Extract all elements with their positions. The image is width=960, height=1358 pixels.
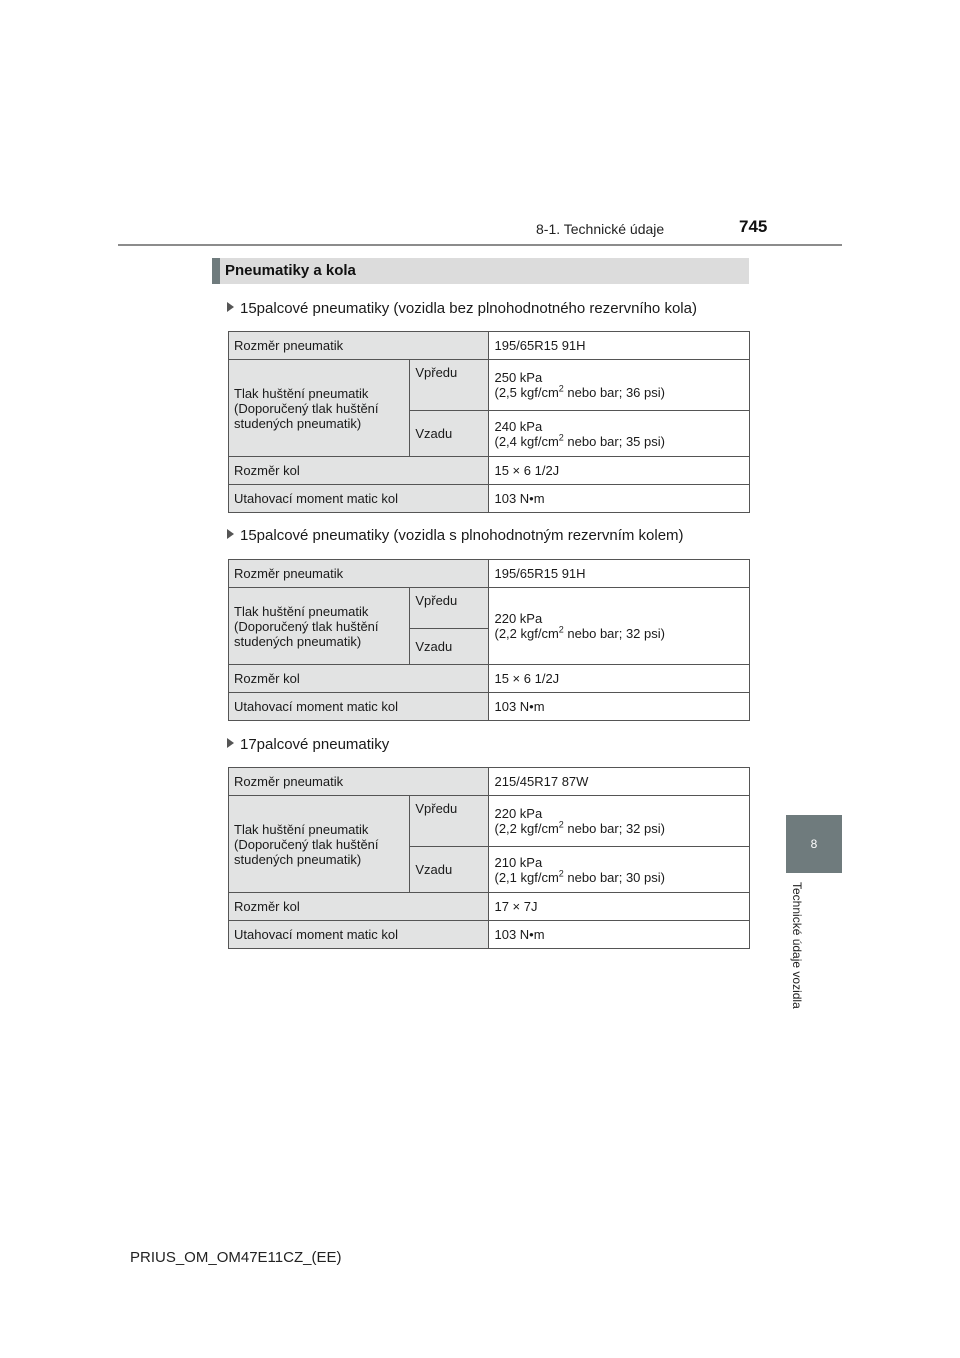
rear-label: Vzadu (410, 411, 489, 457)
wheel-size-value: 17 × 7J (489, 893, 750, 921)
wheel-size-label: Rozměr kol (229, 665, 489, 693)
table-row (229, 457, 750, 485)
rear-pressure-detail: (2,4 kgf/$cm^2$ nebo bar; 35 psi) (494, 432, 665, 449)
triangle-bullet-icon (227, 738, 234, 748)
wheel-size-value: 15 × 6 1/2J (489, 665, 750, 693)
rear-pressure-detail: (2,1 kgf/$cm^2$ nebo bar; 30 psi) (494, 868, 665, 885)
document-code-footer: PRIUS_OM_OM47E11CZ_(EE) (130, 1249, 342, 1266)
rear-label: Vzadu (410, 629, 489, 665)
tire-size-value: 215/45R17 87W (489, 768, 750, 796)
front-label: Vpředu (410, 360, 489, 411)
torque-label: Utahovací moment matic kol (229, 921, 489, 949)
table-row (229, 893, 750, 921)
table-row (229, 796, 750, 847)
pressure-detail: (2,2 kgf/$cm^2$ nebo bar; 32 psi) (494, 624, 665, 641)
chapter-tab-label: Technické údaje vozidla (790, 882, 804, 1009)
wheel-size-value: 15 × 6 1/2J (489, 457, 750, 485)
front-pressure-detail: (2,5 kgf/$cm^2$ nebo bar; 36 psi) (494, 383, 665, 400)
rear-pressure-kpa: 210 kPa (494, 854, 543, 870)
table-row (229, 665, 750, 693)
tire-size-label: Rozměr pneumatik (229, 560, 489, 588)
table-2-heading-text: 15palcové pneumatiky (vozidla s plnohodnotným rezervním kolem) (240, 527, 684, 544)
rear-label: Vzadu (410, 847, 489, 893)
wheel-size-label: Rozměr kol (229, 457, 489, 485)
chapter-tab-label-wrap (788, 882, 808, 1042)
pressure-kpa: 220 kPa (494, 611, 543, 626)
torque-value: 103 N•m (489, 485, 750, 513)
front-pressure-value (489, 360, 750, 411)
table-row (229, 560, 750, 588)
tire-size-value: 195/65R15 91H (489, 332, 750, 360)
tire-table-2 (228, 559, 750, 721)
header-section-title: 8-1. Technické údaje (536, 221, 665, 237)
table-row (229, 485, 750, 513)
section-heading-text: Pneumatiky a kola (225, 262, 356, 279)
front-pressure-kpa: 220 kPa (494, 806, 543, 821)
rear-pressure-kpa: 240 kPa (494, 418, 543, 434)
table-row (229, 360, 750, 411)
front-pressure-kpa: 250 kPa (494, 370, 543, 385)
table-2-heading (227, 527, 684, 544)
table-1-heading (227, 300, 697, 317)
rear-pressure-value (489, 411, 750, 457)
tire-size-label: Rozměr pneumatik (229, 768, 489, 796)
tire-table-3 (228, 767, 750, 949)
table-row (229, 332, 750, 360)
chapter-tab[interactable]: 8 (786, 815, 842, 873)
tire-table-1 (228, 331, 750, 513)
wheel-size-label: Rozměr kol (229, 893, 489, 921)
triangle-bullet-icon (227, 529, 234, 539)
front-label: Vpředu (410, 588, 489, 629)
torque-value: 103 N•m (489, 921, 750, 949)
section-heading-bar (212, 258, 220, 284)
pressure-value (489, 588, 750, 665)
front-pressure-detail: (2,2 kgf/$cm^2$ nebo bar; 32 psi) (494, 819, 665, 836)
front-pressure-value (489, 796, 750, 847)
pressure-label: Tlak huštění pneumatik (Doporučený tlak huštění studených pneumatik) (229, 360, 410, 457)
torque-label: Utahovací moment matic kol (229, 485, 489, 513)
table-1-heading-text: 15palcové pneumatiky (vozidla bez plnohodnotného rezervního kola) (240, 300, 697, 317)
pressure-label: Tlak huštění pneumatik (Doporučený tlak huštění studených pneumatik) (229, 588, 410, 665)
table-row (229, 768, 750, 796)
triangle-bullet-icon (227, 302, 234, 312)
tire-size-value: 195/65R15 91H (489, 560, 750, 588)
table-3-heading (227, 736, 389, 753)
section-heading (212, 258, 749, 284)
header-divider (118, 244, 842, 246)
table-row (229, 693, 750, 721)
torque-label: Utahovací moment matic kol (229, 693, 489, 721)
table-row (229, 588, 750, 629)
front-label: Vpředu (410, 796, 489, 847)
pressure-label: Tlak huštění pneumatik (Doporučený tlak huštění studených pneumatik) (229, 796, 410, 893)
table-row (229, 921, 750, 949)
page-number: 745 (739, 217, 768, 236)
tire-size-label: Rozměr pneumatik (229, 332, 489, 360)
torque-value: 103 N•m (489, 693, 750, 721)
rear-pressure-value (489, 847, 750, 893)
table-3-heading-text: 17palcové pneumatiky (240, 736, 390, 753)
